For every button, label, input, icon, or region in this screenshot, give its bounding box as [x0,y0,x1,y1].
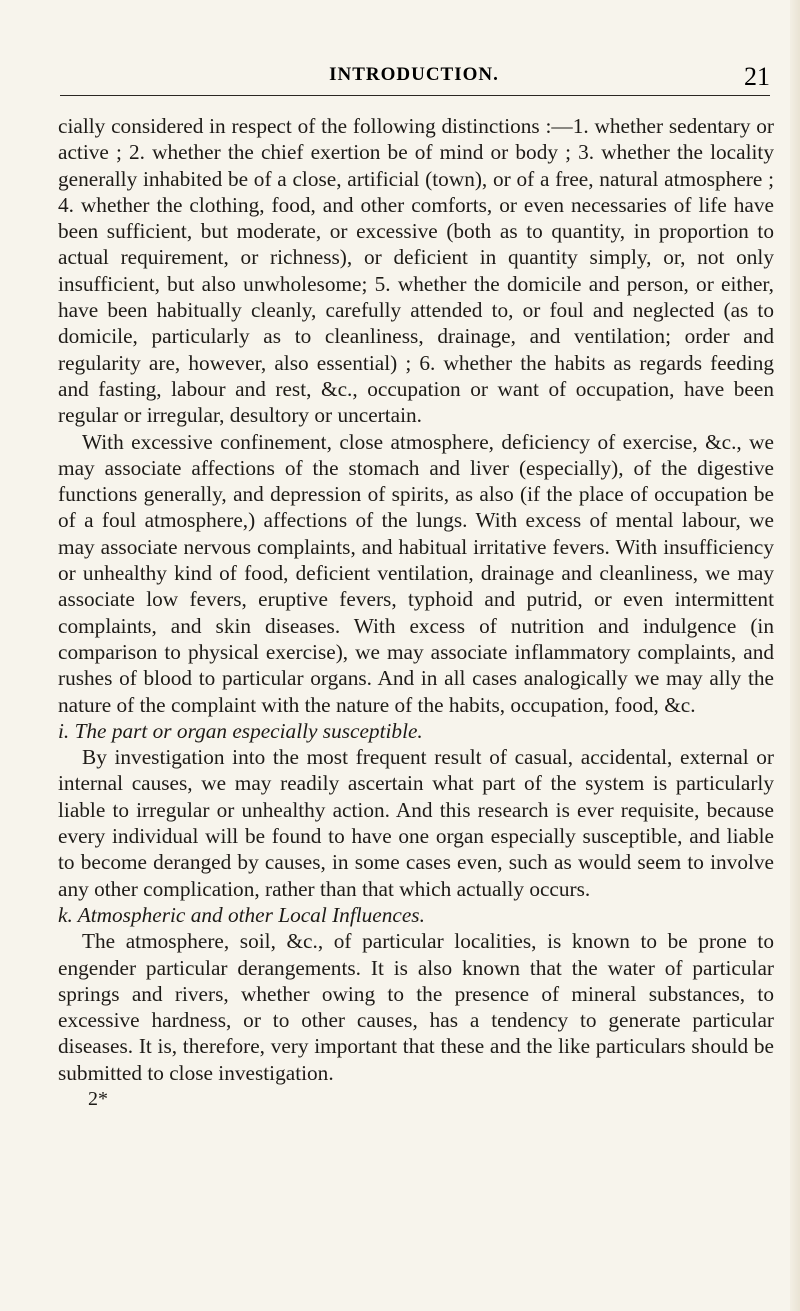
paragraph-atmosphere: The atmosphere, soil, &c., of particular localities, is known to be prone to engender particular derangements. It is also known that the water of particular springs and rivers, whether owing to the presence of mineral substances, to excessive hardness, or to other causes, has a tendency to generate particular diseases. It is, therefore, very important that these and the like particulars should be submitted to close investigation. [58,929,774,1085]
running-head [58,62,770,102]
paragraph-continued: cially considered in respect of the following distinctions :—1. whether sedentary or active ; 2. whether the chief exertion be of mind or body ; 3. whether the locality generally inhabited be of a close, artificial (town), or of a free, natural atmosphere ; 4. whether the clothing, food, and other comforts, or even necessaries of life have been sufficient, but moderate, or excessive (both as to quantity, in proportion to actual requirement, or richness), or deficient in quantity simply, or, not only insufficient, but also unwholesome; 5. whether the domicile and person, or either, have been habitually cleanly, carefully attended to, or foul and neglected (as to domicile, particularly as to cleanliness, drainage, and ventilation; order and regularity are, however, also essential) ; 6. whether the habits as regards feeding and fasting, labour and rest, &c., occupation or want of occupation, have been regular or irregular, desultory or uncertain. [58,114,774,428]
running-title: INTRODUCTION. [329,64,499,85]
scan-edge [790,0,800,1311]
signature-mark: 2* [88,1087,108,1110]
page-number: 21 [744,62,770,91]
section-heading-i: i. The part or organ especially susceptible. [58,718,423,743]
section-heading-k: k. Atmospheric and other Local Influences. [58,902,425,927]
body-text [58,113,774,1112]
paragraph-associations: With excessive confinement, close atmosphere, deficiency of exercise, &c., we may associate affections of the stomach and liver (especially), of the digestive functions generally, and depression of spirits, as also (if the place of occupation be of a foul atmosphere,) affections of the lungs. With excess of mental labour, we may associate nervous complaints, and habitual irritative fevers. With insufficiency or unhealthy kind of food, deficient ventilation, drainage and cleanliness, we may associate low fevers, eruptive fevers, typhoid and putrid, or even intermittent complaints, and skin diseases. With excess of nutrition and indulgence (in comparison to physical exercise), we may associate inflammatory complaints, and rushes of blood to particular organs. And in all cases analogically we may ally the nature of the complaint with the nature of the habits, occupation, food, &c. [58,429,774,717]
header-rule [60,95,770,96]
paragraph-investigation: By investigation into the most frequent result of casual, accidental, external or internal causes, we may readily ascertain what part of the system is particularly liable to irregular or unhealthy action. And this research is ever requisite, because every individual will be found to have one organ especially susceptible, and liable to become deranged by causes, in some cases even, such as would seem to involve any other complication, rather than that which actually occurs. [58,745,774,901]
